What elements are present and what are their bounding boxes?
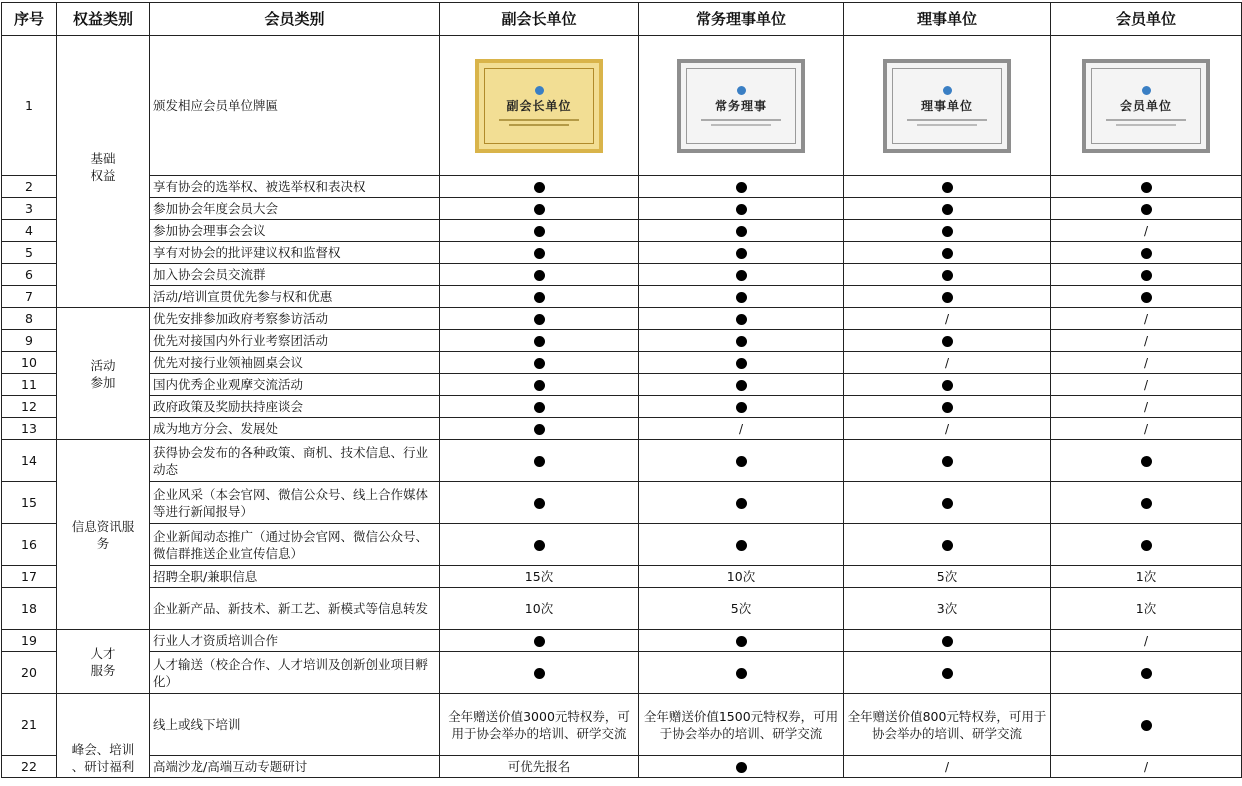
value-dot [1051, 286, 1242, 308]
check-dot-icon [736, 270, 747, 281]
value-text: 可优先报名 [440, 756, 639, 778]
value-dot [639, 176, 844, 198]
table-row [2, 652, 1242, 694]
value-dot [844, 220, 1051, 242]
check-dot-icon [736, 636, 747, 647]
check-dot-icon [942, 336, 953, 347]
check-dot-icon [942, 456, 953, 467]
value-none [1051, 220, 1242, 242]
value-text: 15次 [440, 566, 639, 588]
value-dot [440, 440, 639, 482]
table-row [2, 440, 1242, 482]
plaque-title: 理事单位 [920, 98, 973, 113]
header-member: 会员单位 [1051, 3, 1242, 36]
value-dot [844, 396, 1051, 418]
table-row [2, 482, 1242, 524]
member-plaque-image [883, 59, 1011, 153]
table-row [2, 588, 1242, 630]
row-number: 9 [2, 330, 57, 352]
value-dot [440, 652, 639, 694]
row-number: 5 [2, 242, 57, 264]
slash-mark: / [1143, 421, 1149, 436]
slash-mark: / [1143, 377, 1149, 392]
slash-mark: / [1143, 223, 1149, 238]
value-dot [639, 374, 844, 396]
header-executive-director: 常务理事单位 [639, 3, 844, 36]
value-text: 5次 [639, 588, 844, 630]
check-dot-icon [736, 668, 747, 679]
benefit-item: 参加协会理事会会议 [150, 220, 440, 242]
header-member-type: 会员类别 [150, 3, 440, 36]
row-number: 11 [2, 374, 57, 396]
value-dot [639, 756, 844, 778]
check-dot-icon [736, 336, 747, 347]
check-dot-icon [736, 226, 747, 237]
check-dot-icon [942, 380, 953, 391]
row-number: 12 [2, 396, 57, 418]
value-dot [1051, 482, 1242, 524]
row-number: 18 [2, 588, 57, 630]
value-none [1051, 330, 1242, 352]
benefit-item: 人才输送（校企合作、人才培训及创新创业项目孵化） [150, 652, 440, 694]
check-dot-icon [1141, 498, 1152, 509]
benefit-item: 颁发相应会员单位牌匾 [150, 36, 440, 176]
slash-mark: / [1143, 311, 1149, 326]
check-dot-icon [1141, 270, 1152, 281]
row-number: 14 [2, 440, 57, 482]
header-director: 理事单位 [844, 3, 1051, 36]
benefit-item: 优先对接行业领袖圆桌会议 [150, 352, 440, 374]
value-text: 1次 [1051, 588, 1242, 630]
check-dot-icon [534, 668, 545, 679]
member-plaque-image [1082, 59, 1210, 153]
check-dot-icon [736, 380, 747, 391]
plaque-cell [844, 36, 1051, 176]
value-dot [844, 482, 1051, 524]
row-number: 22 [2, 756, 57, 778]
check-dot-icon [736, 456, 747, 467]
check-dot-icon [534, 292, 545, 303]
value-dot [440, 286, 639, 308]
benefit-item: 政府政策及奖励扶持座谈会 [150, 396, 440, 418]
value-dot [844, 524, 1051, 566]
benefit-item: 参加协会年度会员大会 [150, 198, 440, 220]
check-dot-icon [534, 498, 545, 509]
emblem-icon [737, 86, 746, 95]
value-text: 10次 [639, 566, 844, 588]
value-dot [1051, 652, 1242, 694]
table-row [2, 524, 1242, 566]
value-none [1051, 630, 1242, 652]
check-dot-icon [1141, 248, 1152, 259]
plaque-title: 常务理事 [714, 98, 767, 113]
member-plaque-image [677, 59, 805, 153]
value-none [844, 756, 1051, 778]
row-number: 8 [2, 308, 57, 330]
slash-mark: / [1143, 333, 1149, 348]
benefit-item: 线上或线下培训 [150, 694, 440, 756]
benefit-item: 企业新闻动态推广（通过协会官网、微信公众号、微信群推送企业宣传信息） [150, 524, 440, 566]
value-text: 10次 [440, 588, 639, 630]
check-dot-icon [534, 314, 545, 325]
check-dot-icon [736, 314, 747, 325]
value-dot [639, 396, 844, 418]
value-dot [440, 176, 639, 198]
plaque-cell [639, 36, 844, 176]
category-info: 信息资讯服 务 [57, 440, 150, 630]
value-dot [1051, 694, 1242, 756]
value-dot [1051, 524, 1242, 566]
table-row [2, 694, 1242, 756]
value-text: 全年赠送价值1500元特权券，可用于协会举办的培训、研学交流 [639, 694, 844, 756]
check-dot-icon [534, 182, 545, 193]
slash-mark: / [944, 759, 950, 774]
check-dot-icon [534, 248, 545, 259]
table-row [2, 36, 1242, 176]
benefit-item: 成为地方分会、发展处 [150, 418, 440, 440]
plaque-cell [1051, 36, 1242, 176]
header-no: 序号 [2, 3, 57, 36]
value-dot [639, 440, 844, 482]
benefit-item: 行业人才资质培训合作 [150, 630, 440, 652]
check-dot-icon [942, 292, 953, 303]
check-dot-icon [534, 270, 545, 281]
value-dot [1051, 242, 1242, 264]
check-dot-icon [534, 402, 545, 413]
check-dot-icon [942, 636, 953, 647]
row-number: 3 [2, 198, 57, 220]
table-row [2, 566, 1242, 588]
benefit-item: 高端沙龙/高端互动专题研讨 [150, 756, 440, 778]
value-dot [1051, 198, 1242, 220]
check-dot-icon [736, 762, 747, 773]
check-dot-icon [736, 540, 747, 551]
value-none [1051, 352, 1242, 374]
header-row [2, 3, 1242, 36]
member-benefits-table [1, 2, 1242, 778]
value-none [1051, 308, 1242, 330]
check-dot-icon [534, 336, 545, 347]
check-dot-icon [736, 248, 747, 259]
value-dot [639, 352, 844, 374]
table-body [2, 36, 1242, 778]
value-none [844, 308, 1051, 330]
value-dot [639, 220, 844, 242]
value-none [639, 418, 844, 440]
category-summit: 峰会、培训 、研讨福利 [57, 694, 150, 778]
check-dot-icon [534, 424, 545, 435]
slash-mark: / [1143, 399, 1149, 414]
value-dot [639, 652, 844, 694]
row-number: 10 [2, 352, 57, 374]
check-dot-icon [534, 226, 545, 237]
benefit-item: 享有对协会的批评建议权和监督权 [150, 242, 440, 264]
row-number: 19 [2, 630, 57, 652]
check-dot-icon [942, 668, 953, 679]
benefit-item: 国内优秀企业观摩交流活动 [150, 374, 440, 396]
row-number: 1 [2, 36, 57, 176]
check-dot-icon [1141, 182, 1152, 193]
check-dot-icon [736, 204, 747, 215]
table-row [2, 330, 1242, 352]
row-number: 21 [2, 694, 57, 756]
value-dot [844, 242, 1051, 264]
check-dot-icon [736, 292, 747, 303]
value-dot [1051, 264, 1242, 286]
row-number: 13 [2, 418, 57, 440]
category-basic: 基础 权益 [57, 36, 150, 308]
table-row [2, 198, 1242, 220]
header-category: 权益类别 [57, 3, 150, 36]
value-dot [440, 396, 639, 418]
benefit-item: 加入协会会员交流群 [150, 264, 440, 286]
value-dot [844, 330, 1051, 352]
value-text: 全年赠送价值3000元特权券，可用于协会举办的培训、研学交流 [440, 694, 639, 756]
row-number: 17 [2, 566, 57, 588]
check-dot-icon [942, 182, 953, 193]
value-dot [844, 440, 1051, 482]
value-none [1051, 374, 1242, 396]
plaque-cell [440, 36, 639, 176]
category-activity: 活动 参加 [57, 308, 150, 440]
emblem-icon [1142, 86, 1151, 95]
value-dot [639, 308, 844, 330]
value-dot [440, 198, 639, 220]
value-dot [639, 198, 844, 220]
category-talent: 人才 服务 [57, 630, 150, 694]
row-number: 2 [2, 176, 57, 198]
table-row [2, 308, 1242, 330]
check-dot-icon [1141, 720, 1152, 731]
slash-mark: / [944, 421, 950, 436]
check-dot-icon [534, 636, 545, 647]
plaque-title: 副会长单位 [506, 98, 572, 113]
value-dot [639, 630, 844, 652]
member-plaque-image [475, 59, 603, 153]
slash-mark: / [738, 421, 744, 436]
value-dot [844, 198, 1051, 220]
value-dot [639, 524, 844, 566]
check-dot-icon [1141, 456, 1152, 467]
check-dot-icon [736, 498, 747, 509]
table-row [2, 352, 1242, 374]
slash-mark: / [1143, 355, 1149, 370]
check-dot-icon [1141, 668, 1152, 679]
value-dot [1051, 176, 1242, 198]
value-dot [440, 220, 639, 242]
row-number: 6 [2, 264, 57, 286]
table-row [2, 630, 1242, 652]
benefit-item: 获得协会发布的各种政策、商机、技术信息、行业动态 [150, 440, 440, 482]
check-dot-icon [942, 248, 953, 259]
row-number: 16 [2, 524, 57, 566]
check-dot-icon [534, 204, 545, 215]
table-row [2, 220, 1242, 242]
check-dot-icon [1141, 292, 1152, 303]
emblem-icon [535, 86, 544, 95]
value-dot [440, 630, 639, 652]
check-dot-icon [942, 204, 953, 215]
table-row [2, 756, 1242, 778]
value-dot [440, 330, 639, 352]
value-dot [440, 374, 639, 396]
row-number: 20 [2, 652, 57, 694]
value-none [844, 352, 1051, 374]
value-dot [844, 652, 1051, 694]
check-dot-icon [736, 402, 747, 413]
check-dot-icon [534, 540, 545, 551]
benefit-item: 活动/培训宣贯优先参与权和优惠 [150, 286, 440, 308]
row-number: 7 [2, 286, 57, 308]
check-dot-icon [534, 456, 545, 467]
check-dot-icon [942, 402, 953, 413]
value-dot [639, 330, 844, 352]
table-row [2, 264, 1242, 286]
table-row [2, 396, 1242, 418]
table-row [2, 286, 1242, 308]
slash-mark: / [1143, 759, 1149, 774]
check-dot-icon [942, 498, 953, 509]
value-text: 全年赠送价值800元特权券，可用于协会举办的培训、研学交流 [844, 694, 1051, 756]
value-dot [639, 286, 844, 308]
value-dot [440, 242, 639, 264]
table-row [2, 242, 1242, 264]
value-dot [1051, 440, 1242, 482]
benefit-item: 享有协会的选举权、被选举权和表决权 [150, 176, 440, 198]
value-dot [639, 264, 844, 286]
emblem-icon [943, 86, 952, 95]
value-text: 5次 [844, 566, 1051, 588]
value-dot [639, 242, 844, 264]
value-none [1051, 418, 1242, 440]
header-vice-president: 副会长单位 [440, 3, 639, 36]
value-dot [440, 264, 639, 286]
table-row [2, 176, 1242, 198]
check-dot-icon [942, 226, 953, 237]
check-dot-icon [736, 182, 747, 193]
benefit-item: 优先安排参加政府考察参访活动 [150, 308, 440, 330]
value-dot [440, 482, 639, 524]
row-number: 4 [2, 220, 57, 242]
value-dot [844, 374, 1051, 396]
value-dot [844, 286, 1051, 308]
value-dot [440, 524, 639, 566]
slash-mark: / [944, 311, 950, 326]
value-dot [639, 482, 844, 524]
check-dot-icon [534, 380, 545, 391]
check-dot-icon [1141, 540, 1152, 551]
check-dot-icon [942, 540, 953, 551]
value-none [844, 418, 1051, 440]
value-dot [440, 418, 639, 440]
check-dot-icon [736, 358, 747, 369]
benefit-item: 企业风采（本会官网、微信公众号、线上合作媒体等进行新闻报导） [150, 482, 440, 524]
value-text: 1次 [1051, 566, 1242, 588]
benefit-item: 招聘全职/兼职信息 [150, 566, 440, 588]
row-number: 15 [2, 482, 57, 524]
benefit-item: 企业新产品、新技术、新工艺、新模式等信息转发 [150, 588, 440, 630]
value-dot [440, 308, 639, 330]
value-dot [440, 352, 639, 374]
check-dot-icon [942, 270, 953, 281]
value-dot [844, 630, 1051, 652]
plaque-title: 会员单位 [1119, 98, 1172, 113]
slash-mark: / [1143, 633, 1149, 648]
value-dot [844, 176, 1051, 198]
table-row [2, 374, 1242, 396]
slash-mark: / [944, 355, 950, 370]
benefit-item: 优先对接国内外行业考察团活动 [150, 330, 440, 352]
check-dot-icon [534, 358, 545, 369]
table-row [2, 418, 1242, 440]
value-dot [844, 264, 1051, 286]
value-none [1051, 396, 1242, 418]
value-none [1051, 756, 1242, 778]
check-dot-icon [1141, 204, 1152, 215]
value-text: 3次 [844, 588, 1051, 630]
